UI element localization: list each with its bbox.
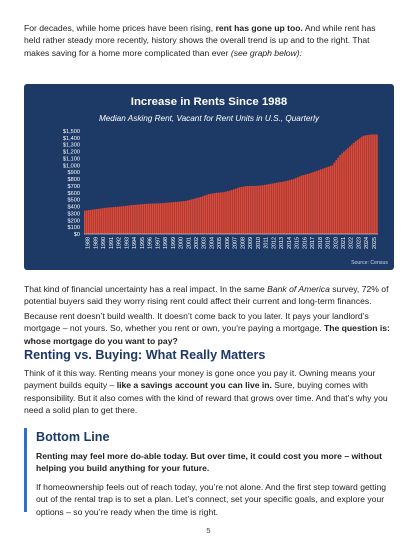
rent-bar [206,195,208,234]
y-tick-label: $1,400 [62,135,80,142]
x-tick-label: 1997 [155,237,162,249]
rent-bar [281,182,283,234]
rent-bar [332,165,334,234]
rent-bar [146,204,148,234]
rent-chart [24,84,394,270]
y-tick-label: $0 [73,232,80,238]
rent-bar [320,169,322,234]
x-tick-label: 1999 [170,237,177,249]
x-tick-label: 2022 [348,237,355,249]
rent-bar [134,205,136,234]
rent-bar [216,193,218,234]
rent-bar [347,148,349,234]
rent-bar [368,135,370,234]
rent-bar [161,203,163,234]
rent-bar [359,139,361,234]
x-tick-label: 2013 [279,237,286,249]
rent-bar [142,204,144,234]
rent-bar [268,184,270,234]
rent-bar [200,197,202,234]
rent-bar [84,211,86,234]
rent-bar [376,134,378,234]
y-tick-label: $500 [67,197,80,204]
rent-bar [363,136,365,234]
rent-bar [318,170,320,234]
intro-text: For decades, while home prices have been rising, [24,23,216,33]
para2-text: That kind of financial uncertainty has a real impact. In the same [24,284,268,294]
rent-bar [252,186,254,234]
rent-bar [370,134,372,234]
y-tick-label: $200 [67,218,80,225]
x-tick-label: 1989 [93,237,100,249]
rent-bar [293,179,295,234]
rent-bar [306,174,308,234]
rent-bar [351,145,353,234]
x-tick-label: 2002 [193,237,200,249]
rent-bar [192,199,194,234]
rent-bar [121,206,123,234]
rent-bar [227,191,229,234]
x-tick-label: 1988 [85,237,92,249]
rent-bar [328,167,330,234]
x-tick-label: 2009 [248,237,255,249]
rent-bar [262,185,264,234]
x-tick-label: 2012 [271,237,278,249]
rent-bar [152,204,154,234]
rent-bar [98,209,100,234]
rent-bar [196,198,198,234]
y-axis [63,129,80,238]
rent-bar [204,196,206,234]
x-tick-label: 1995 [139,237,146,249]
rent-bar [322,169,324,234]
y-tick-label: $600 [67,190,80,197]
x-tick-label: 2011 [263,237,270,249]
rent-bar [94,209,96,234]
x-tick-label: 1990 [101,237,108,249]
intro-italic: (see graph below): [230,47,303,58]
rent-bar [92,210,94,234]
rent-bar [169,202,171,234]
y-tick-label: $800 [67,177,80,184]
rent-bar [103,208,105,234]
rent-bar [111,207,113,234]
para2-text-2: survey, 72% of potential buyers said they worry rising rent could affect their current and long-term finances. [24,284,389,307]
x-tick-label: 1991 [108,237,115,249]
rent-bar [88,210,90,234]
rent-bar [245,186,247,234]
rent-bar [194,198,196,234]
rent-bar [330,166,332,234]
bottom-line-bold: Renting may feel more do-able today. But over time, it could cost you more – without helping you build anything for your future. [36,451,383,474]
rent-bar [167,203,169,234]
rent-bar [119,207,121,234]
y-tick-label: $1,300 [62,142,80,149]
rent-bar [324,168,326,234]
rent-bar [237,188,239,234]
y-tick-label: $1,100 [62,156,80,163]
rent-bar [130,205,132,234]
rent-bar [366,135,368,234]
rent-bar [96,209,98,234]
rent-bar [190,200,192,235]
rent-bar [275,183,277,234]
x-tick-label: 2024 [364,237,371,249]
rent-bar [301,176,303,234]
rent-bar [101,208,103,234]
x-tick-label: 2018 [317,237,324,249]
rent-bar [208,194,210,234]
rent-bar [154,203,156,234]
x-tick-label: 2014 [286,237,293,249]
bottom-line-text: If homeownership feels out of reach today, you’re not alone. And the first step toward getting out of the rental trap is to set a plan. Let’s connect, set your specific goals, and explore your options – so you’re ready when the time is right. [36,481,387,517]
x-tick-label: 1992 [116,237,123,249]
rent-bar [256,186,258,234]
x-tick-label: 2004 [209,237,216,249]
rent-bar [308,174,310,234]
rent-bar [188,200,190,234]
y-tick-label: $1,500 [62,129,80,135]
bottom-line-summary [36,450,396,475]
chart-title: Increase in Rents Since 1988 [130,96,288,108]
para3-bold: The question is: whose mortgage do you want to pay? [24,323,390,346]
x-tick-label: 2016 [302,237,309,249]
x-tick-label: 1994 [132,237,139,249]
x-tick-label: 1996 [147,237,154,249]
rent-bar [312,172,314,234]
rent-bar [150,204,152,234]
y-tick-label: $300 [67,211,80,218]
x-tick-label: 2025 [371,237,378,249]
intro-text-2: And while rent has held rather steady more recently, history shows the overall trend is up and to the right. That makes saving for a home more complicated than ever [24,23,376,58]
rent-bar [272,184,274,234]
x-tick-label: 2010 [255,237,262,249]
rent-bar [349,146,351,234]
rent-bar [148,204,150,234]
x-tick-label: 2006 [224,237,231,249]
rent-chart-svg [24,84,394,270]
rent-bar [156,203,158,234]
rent-bar [264,185,266,234]
rent-bar [355,141,357,234]
rent-bar [361,137,363,234]
rent-bar [295,178,297,234]
x-tick-label: 2003 [201,237,208,249]
y-tick-label: $100 [67,225,80,232]
rent-bar [132,205,134,234]
y-tick-label: $400 [67,204,80,211]
rent-bar [185,201,187,234]
section-text: Think of it this way. Renting means your money is gone once you pay it. Owning means your payment builds equity – [24,368,376,391]
rent-wealth-paragraph [24,310,394,347]
rent-bar [266,185,268,234]
rent-bar [299,176,301,234]
rent-bar [107,208,109,234]
rent-bar [235,189,237,234]
section-text-2: Sure, buying comes with responsibility. But it also comes with the kind of reward that grows over time. And that’s why you need a solid plan to get there. [24,380,388,416]
rent-bar [305,175,307,234]
rent-bar [125,206,127,234]
bar-series [84,134,378,234]
bottom-line-heading: Bottom Line [36,430,110,444]
rent-bar [217,193,219,234]
rent-bar [243,187,245,234]
rent-bar [109,207,111,234]
rent-bar [175,202,177,234]
rent-bar [144,204,146,234]
x-tick-label: 2001 [186,237,193,249]
rent-bar [128,205,130,234]
rent-bar [289,180,291,234]
rent-bar [231,190,233,234]
rent-bar [183,201,185,234]
x-tick-label: 2017 [310,237,317,249]
y-tick-label: $700 [67,183,80,190]
rent-bar [279,182,281,234]
rent-bar [105,208,107,234]
rent-bar [246,186,248,234]
rent-bar [285,181,287,234]
para2-italic: Bank of America [267,284,330,294]
rent-bar [241,187,243,234]
financial-uncertainty-paragraph [24,283,394,308]
rent-bar [223,192,225,234]
rent-bar [229,191,231,234]
rent-bar [287,181,289,234]
rent-bar [283,181,285,234]
x-tick-label: 2005 [217,237,224,249]
rent-bar [140,204,142,234]
page-number: 5 [206,526,211,535]
rent-bar [158,203,160,234]
rent-bar [233,189,235,234]
x-tick-label: 1998 [163,237,170,249]
x-tick-label: 2019 [325,237,332,249]
rent-bar [138,204,140,234]
rent-bar [219,192,221,234]
section-bold: like a savings account you can live in. [116,380,272,391]
rent-bar [123,206,125,234]
rent-bar [334,163,336,234]
rent-bar [250,186,252,234]
rent-bar [345,150,347,234]
rent-bar [291,180,293,234]
rent-bar [248,186,250,234]
x-tick-label: 2021 [340,237,347,249]
intro-bold: rent has gone up too. [215,23,303,33]
rent-bar [274,183,276,234]
rent-bar [115,207,117,234]
rent-bar [310,173,312,234]
rent-bar [374,134,376,234]
rent-bar [173,202,175,234]
para3-text: Because rent doesn’t build wealth. It doesn’t come back to you later. It pays your landlord’s mortgage – not yours. So, whether you rent or own, you’re paying a mortgage. [24,311,369,334]
rent-bar [335,160,337,234]
rent-bar [187,201,189,234]
rent-bar [214,193,216,234]
rent-bar [341,153,343,234]
rent-bar [364,135,366,234]
x-tick-label: 2015 [294,237,301,249]
x-tick-label: 2020 [333,237,340,249]
rent-bar [177,202,179,234]
rent-bar [221,192,223,234]
rent-bar [202,196,204,234]
rent-bar [343,152,345,234]
rent-bar [239,187,241,234]
renting-vs-buying-paragraph [24,367,394,417]
x-tick-label: 2007 [232,237,239,249]
rent-bar [212,193,214,234]
y-tick-label: $900 [67,170,80,177]
rent-bar [372,134,374,234]
rent-bar [326,167,328,234]
rent-bar [357,140,359,234]
rent-bar [316,171,318,234]
y-tick-label: $1,200 [62,149,80,156]
chart-subtitle: Median Asking Rent, Vacant for Rent Units in U.S., Quarterly [98,114,320,123]
rent-bar [198,197,200,234]
rent-bar [277,183,279,235]
rent-bar [165,203,167,234]
rent-bar [258,186,260,234]
rent-bar [117,207,119,234]
rent-bar [171,202,173,234]
rent-bar [270,184,272,234]
rent-bar [86,210,88,234]
rent-bar [303,175,305,234]
x-tick-label: 2023 [356,237,363,249]
x-tick-label: 2000 [178,237,185,249]
rent-bar [254,186,256,234]
rent-bar [127,206,129,234]
rent-bar [113,207,115,234]
rent-bar [225,192,227,234]
chart-source: Source: Census [351,260,388,266]
rent-bar [99,209,101,234]
y-tick-label: $1,000 [62,163,80,170]
rent-bar [353,143,355,234]
rent-bar [179,202,181,234]
rent-bar [210,194,212,234]
rent-bar [260,185,262,234]
bottom-line-box [24,428,398,517]
section-heading: Renting vs. Buying: What Really Matters [24,348,266,362]
rent-bar [163,203,165,234]
rent-bar [314,172,316,234]
rent-bar [297,177,299,234]
rent-bar [136,205,138,234]
rent-bar [337,158,339,234]
x-tick-label: 2008 [240,237,247,249]
rent-bar [181,201,183,234]
intro-paragraph [24,22,394,59]
x-tick-label: 1993 [124,237,131,249]
rent-bar [90,210,92,234]
x-axis [86,237,378,249]
rent-bar [159,203,161,234]
rent-bar [339,155,341,234]
